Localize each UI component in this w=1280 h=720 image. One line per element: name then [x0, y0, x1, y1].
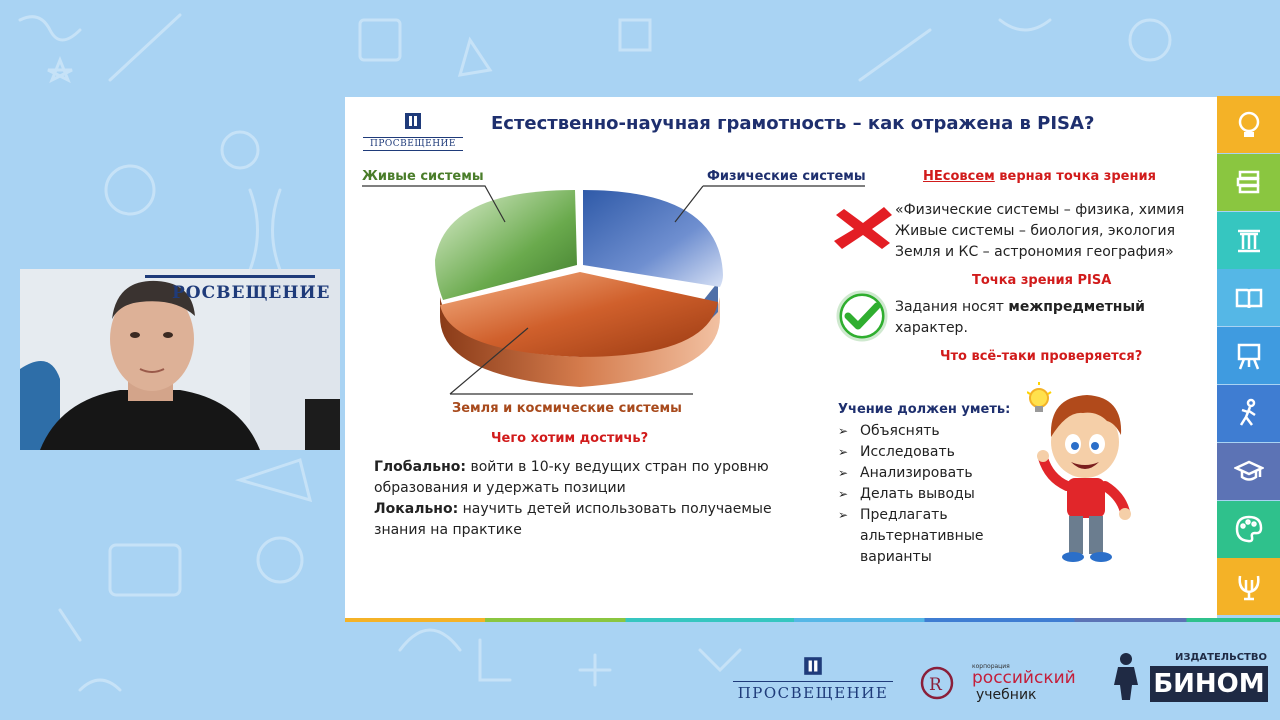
list-item: ➢ Предлагать: [838, 505, 975, 526]
binom-figure-icon: [1110, 652, 1146, 702]
red-cross-icon: [832, 207, 894, 249]
skills-cont-1: альтернативные: [860, 528, 984, 544]
tasks-text-1: Задания носят: [895, 299, 1009, 315]
pisa-view-heading: Точка зрения PISA: [972, 273, 1112, 288]
list-item: ➢ Объяснять: [838, 421, 975, 442]
quote-line-3: Земля и КС – астрономия география»: [895, 244, 1174, 260]
local-text-1: научить детей использовать получаемые: [458, 501, 772, 517]
global-text-2: образования и удержать позиции: [374, 480, 626, 496]
footer-partner-logos: [0, 640, 1280, 720]
books-icon: [1234, 167, 1264, 197]
wrong-prefix: НЕсовсем: [923, 169, 995, 184]
ru-emblem-icon: [920, 666, 954, 700]
ru-line-2: учебник: [976, 687, 1037, 703]
list-item: ➢ Исследовать: [838, 442, 975, 463]
prosveshchenie-footer-emblem-icon: [802, 655, 824, 677]
list-item: ➢ Делать выводы: [838, 484, 975, 505]
wrong-rest: верная точка зрения: [994, 169, 1156, 184]
nav-item-runner[interactable]: [1217, 385, 1280, 442]
cartoon-boy-illustration: [1027, 382, 1137, 562]
tasks-text-2: характер.: [895, 320, 968, 336]
nav-item-open-book[interactable]: [1217, 269, 1280, 326]
runner-icon: [1234, 398, 1264, 428]
lightbulb-icon: [1234, 110, 1264, 140]
tasks-bold: межпредметный: [1008, 299, 1145, 315]
quote-line-1: «Физические системы – физика, химия: [895, 202, 1185, 218]
nav-item-easel[interactable]: [1217, 327, 1280, 384]
nav-item-lyre[interactable]: [1217, 558, 1280, 615]
presentation-slide: [345, 97, 1217, 620]
local-text-2: знания на практике: [374, 522, 522, 538]
webcam-video: [20, 269, 340, 450]
goal-heading: Чего хотим достичь?: [491, 431, 649, 446]
footer-prosveshchenie-logo: [733, 655, 893, 702]
slide-title: Естественно-научная грамотность – как отражена в PISA?: [491, 113, 1095, 134]
lyre-icon: [1234, 572, 1264, 602]
skills-list: [838, 421, 975, 526]
ru-small-text: корпорация: [972, 663, 1010, 670]
tasks-text: [895, 297, 1145, 339]
binom-small-text: ИЗДАТЕЛЬСТВО: [1175, 652, 1267, 663]
palette-icon: [1234, 514, 1264, 544]
binom-big-text: БИНОМ: [1150, 666, 1268, 702]
nav-item-books[interactable]: [1217, 154, 1280, 211]
skills-continuation: [860, 526, 984, 568]
local-label: Локально:: [374, 501, 459, 517]
label-living-systems: Живые системы: [362, 169, 484, 184]
label-earth-systems: Земля и космические системы: [452, 401, 682, 416]
graduation-cap-icon: [1234, 456, 1264, 486]
nav-item-lightbulb[interactable]: [1217, 96, 1280, 153]
checked-question: Что всё-таки проверяется?: [940, 349, 1143, 364]
side-navigation: [1217, 96, 1280, 617]
list-item: ➢ Анализировать: [838, 463, 975, 484]
footer-binom-logo: [1110, 650, 1270, 710]
svg-text:R: R: [929, 675, 942, 695]
column-icon: [1234, 225, 1264, 255]
green-check-icon: [835, 289, 889, 343]
quote-line-2: Живые системы – биология, экология: [895, 223, 1176, 239]
quote-text: [895, 200, 1184, 263]
skills-heading: Учение должен уметь:: [838, 402, 1011, 417]
easel-icon: [1234, 341, 1264, 371]
label-physical-systems: Физические системы: [707, 169, 866, 184]
goal-global: [374, 457, 772, 541]
wrong-view-heading: [923, 169, 1156, 184]
nav-item-palette[interactable]: [1217, 501, 1280, 558]
global-label: Глобально:: [374, 459, 467, 475]
skills-cont-2: варианты: [860, 549, 932, 565]
slide-bottom-accent-bar: [345, 618, 1280, 622]
open-book-icon: [1234, 283, 1264, 313]
logo-text: ПРОСВЕЩЕНИЕ: [363, 137, 463, 151]
webcam-backdrop-text: РОСВЕЩЕНИЕ: [172, 283, 331, 303]
nav-item-graduation[interactable]: [1217, 443, 1280, 500]
nav-item-column[interactable]: [1217, 212, 1280, 269]
ru-line-1: российский: [972, 668, 1076, 688]
footer-russian-textbook-logo: [920, 660, 1090, 708]
global-text-1: войти в 10-ку ведущих стран по уровню: [466, 459, 769, 475]
footer-prosveshchenie-text: ПРОСВЕЩЕНИЕ: [733, 681, 893, 702]
